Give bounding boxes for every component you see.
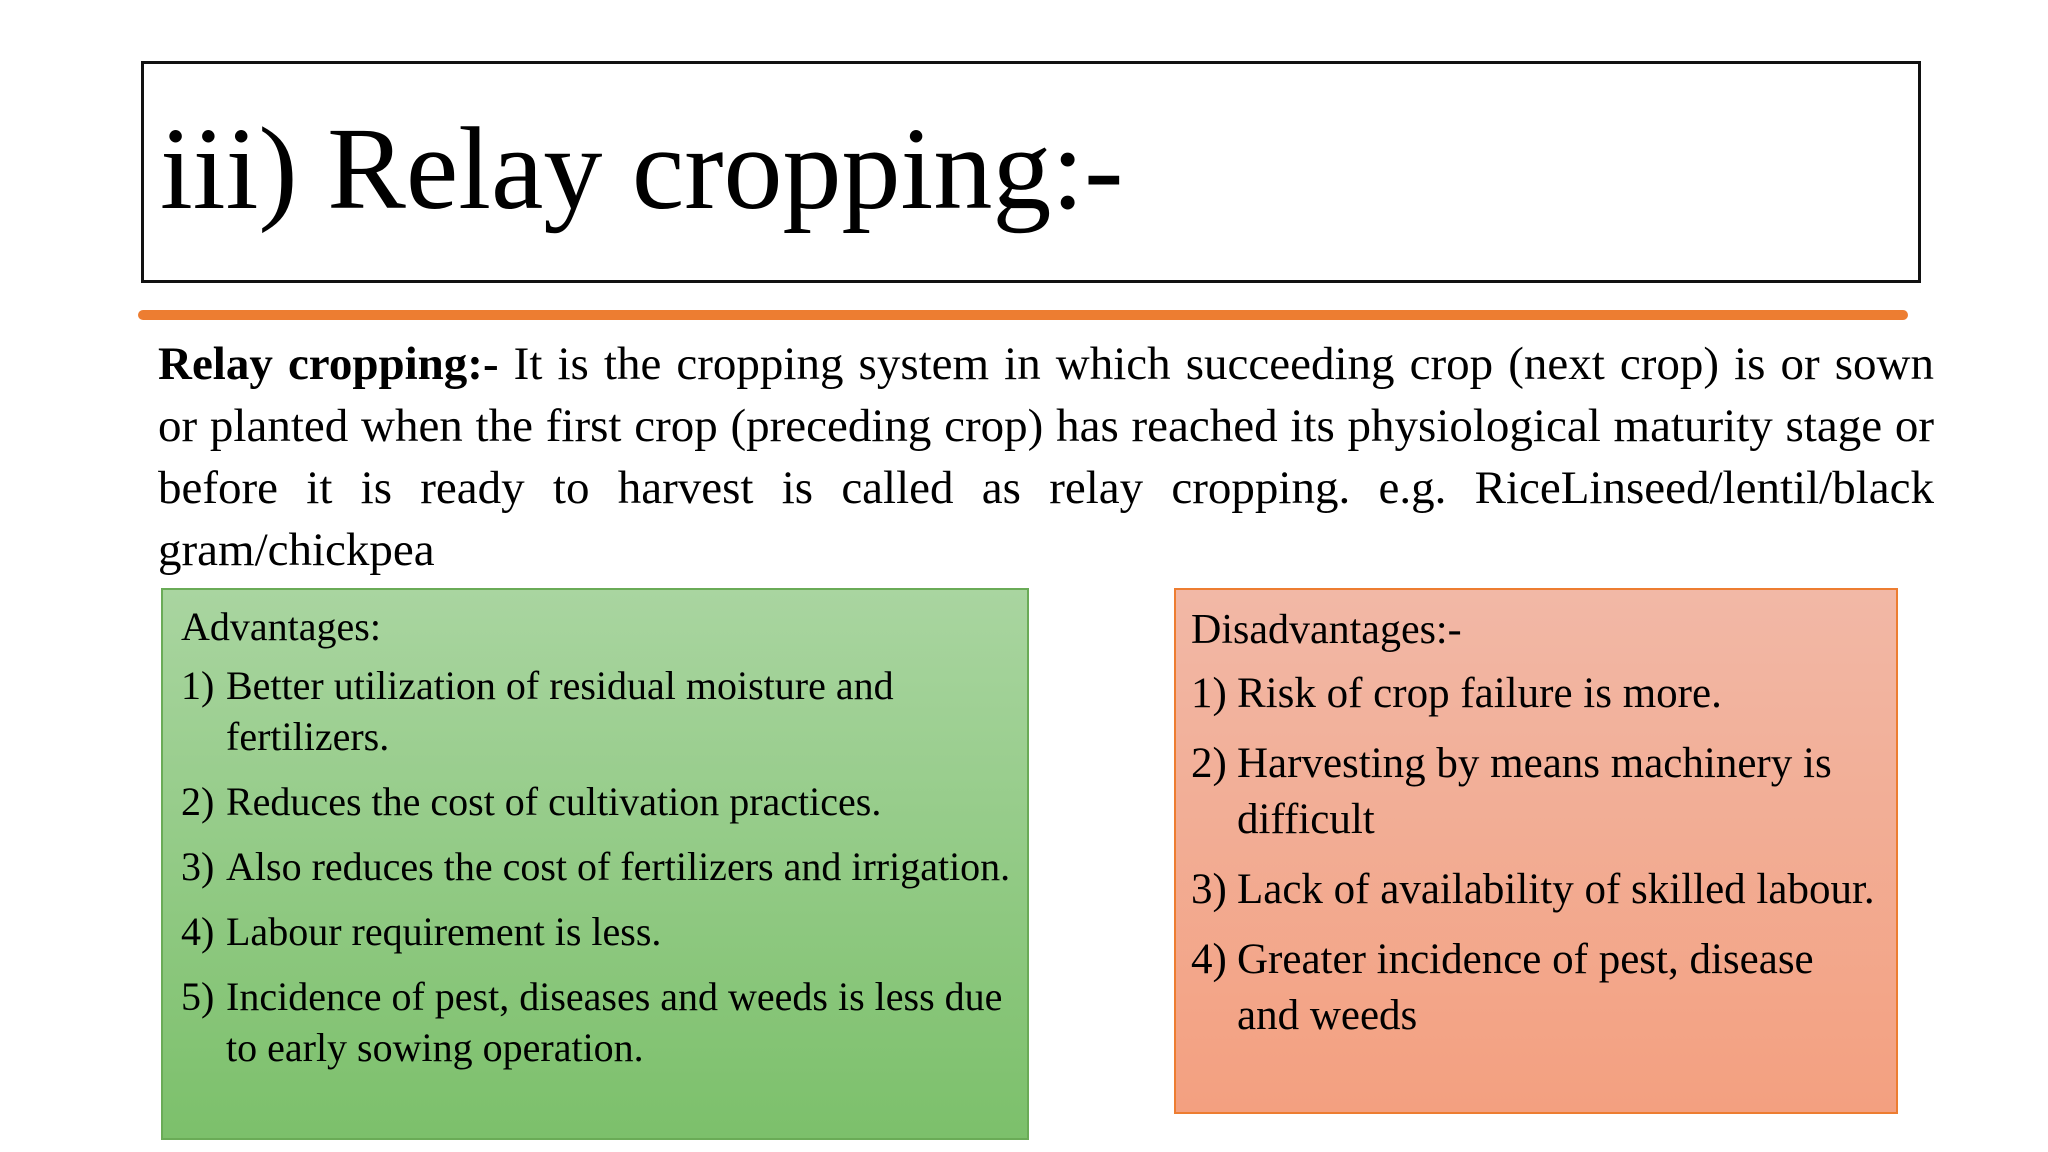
definition-text: It is the cropping system in which succeeding crop (next crop) is or sown or planted when the first crop (preceding crop) has reached its physiological maturity stage or before it is ready to harvest is called as relay cropping. e.g. RiceLinseed/lentil/black gram/chickpea <box>158 338 1934 576</box>
disadvantages-heading: Disadvantages:- <box>1191 607 1462 653</box>
disadvantage-number: 1) <box>1191 670 1227 717</box>
disadvantage-number: 3) <box>1191 866 1227 913</box>
advantage-item <box>181 971 1013 1073</box>
advantage-text: Incidence of pest, diseases and weeds is less due to early sowing operation. <box>226 974 1003 1070</box>
disadvantage-text: Lack of availability of skilled labour. <box>1237 866 1875 913</box>
title-divider <box>138 310 1908 320</box>
disadvantage-text: Harvesting by means machinery is difficult <box>1237 740 1832 843</box>
disadvantage-item <box>1191 736 1882 848</box>
advantage-number: 2) <box>181 779 215 824</box>
disadvantage-item <box>1191 932 1882 1044</box>
disadvantages-box <box>1174 588 1898 1114</box>
advantage-text: Also reduces the cost of fertilizers and irrigation. <box>226 844 1011 889</box>
disadvantage-item <box>1191 862 1882 918</box>
advantage-number: 5) <box>181 974 215 1019</box>
advantage-item <box>181 776 1013 827</box>
advantage-text: Reduces the cost of cultivation practices. <box>226 779 882 824</box>
definition-paragraph <box>158 333 1934 581</box>
advantage-item <box>181 841 1013 892</box>
slide-title: iii) Relay cropping:- <box>160 103 1124 234</box>
advantage-number: 3) <box>181 844 215 889</box>
title-box <box>141 61 1921 283</box>
disadvantage-number: 4) <box>1191 936 1227 983</box>
advantage-item <box>181 906 1013 957</box>
advantages-box <box>161 588 1029 1140</box>
disadvantage-text: Risk of crop failure is more. <box>1237 670 1722 717</box>
advantage-item <box>181 660 1013 762</box>
advantage-text: Labour requirement is less. <box>226 909 662 954</box>
advantage-number: 4) <box>181 909 215 954</box>
advantage-number: 1) <box>181 663 215 708</box>
advantages-heading: Advantages: <box>181 604 381 649</box>
disadvantage-item <box>1191 666 1882 722</box>
disadvantage-number: 2) <box>1191 740 1227 787</box>
disadvantage-text: Greater incidence of pest, disease and weeds <box>1237 936 1814 1039</box>
advantage-text: Better utilization of residual moisture and fertilizers. <box>226 663 894 759</box>
definition-term: Relay cropping:- <box>158 338 499 390</box>
